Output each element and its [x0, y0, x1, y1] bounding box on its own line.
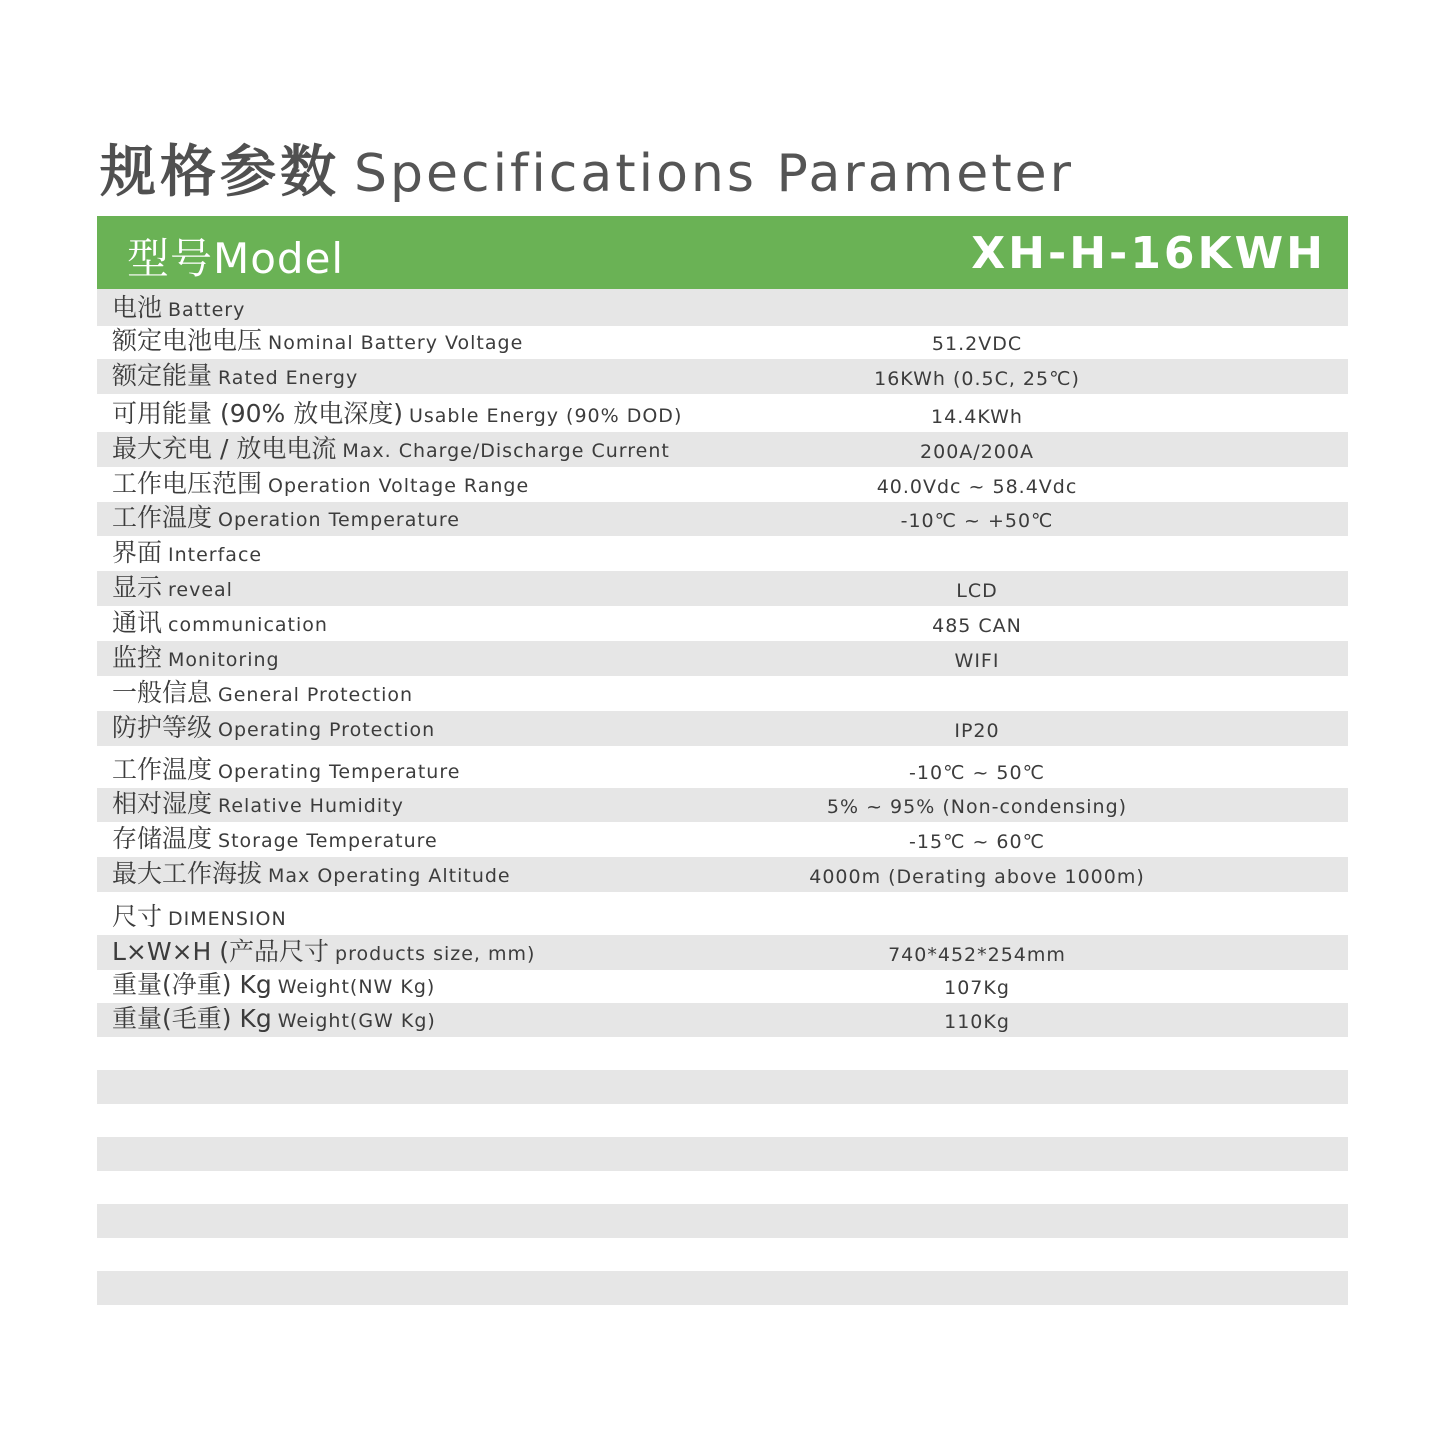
row-value: 5% ~ 95% (Non-condensing) [826, 796, 1128, 818]
page-title [100, 128, 1074, 203]
table-row [97, 822, 1348, 857]
table-row [97, 746, 1348, 788]
row-label: 一般信息 General Protection [112, 678, 414, 707]
row-value: 200A/200A [920, 441, 1034, 463]
row-value: IP20 [954, 720, 1000, 742]
row-value: -15℃ ~ 60℃ [909, 831, 1045, 853]
row-label: 额定电池电压 Nominal Battery Voltage [112, 326, 524, 355]
model-label: 型号Model [127, 234, 345, 283]
table-row [97, 359, 1348, 394]
row-value: 4000m (Derating above 1000m) [809, 866, 1145, 888]
table-row [97, 606, 1348, 641]
table-row [97, 711, 1348, 746]
row-value: 40.0Vdc ~ 58.4Vdc [876, 476, 1078, 498]
table-row-interface-section [97, 536, 1348, 571]
row-label: 界面 Interface [112, 538, 263, 567]
table-row [97, 432, 1348, 467]
table-row [97, 326, 1348, 359]
row-value: 485 CAN [932, 615, 1022, 637]
row-label: 可用能量 (90% 放电深度) Usable Energy (90% DOD) [112, 399, 683, 428]
row-label: 工作温度 Operation Temperature [112, 503, 460, 532]
table-row [97, 571, 1348, 606]
row-label: L×W×H (产品尺寸 products size, mm) [112, 937, 536, 966]
row-label: 重量(净重) Kg Weight(NW Kg) [112, 970, 436, 999]
row-label: 额定能量 Rated Energy [112, 361, 359, 390]
row-label: 最大工作海拔 Max Operating Altitude [112, 859, 511, 888]
table-row-general-section [97, 676, 1348, 711]
empty-row-band [97, 1070, 1348, 1104]
row-label: 相对湿度 Relative Humidity [112, 789, 404, 818]
row-value: WIFI [954, 650, 1000, 672]
row-label: 监控 Monitoring [112, 643, 280, 672]
table-row [97, 641, 1348, 676]
empty-row-band [97, 1271, 1348, 1305]
row-value: -10℃ ~ +50℃ [900, 510, 1054, 532]
table-row [97, 467, 1348, 502]
title-chinese: 规格参数 [100, 140, 340, 205]
model-header-bar [97, 216, 1348, 289]
table-row [97, 788, 1348, 822]
table-row [97, 502, 1348, 536]
row-label: 工作温度 Operating Temperature [112, 755, 461, 784]
row-label: 显示 reveal [112, 573, 233, 602]
table-row [97, 857, 1348, 892]
table-row [97, 394, 1348, 432]
row-value: 14.4KWh [931, 406, 1023, 428]
row-value: 740*452*254mm [888, 944, 1066, 966]
row-label: 尺寸 DIMENSION [112, 902, 287, 931]
model-value: XH-H-16KWH [971, 228, 1326, 279]
row-value: 16KWh (0.5C, 25℃) [874, 368, 1080, 390]
row-label: 防护等级 Operating Protection [112, 713, 436, 742]
row-label: 存储温度 Storage Temperature [112, 824, 438, 853]
row-value: 107Kg [944, 977, 1010, 999]
empty-row-band [97, 1204, 1348, 1238]
row-value: -10℃ ~ 50℃ [909, 762, 1045, 784]
table-row [97, 1003, 1348, 1037]
row-label: 重量(毛重) Kg Weight(GW Kg) [112, 1004, 436, 1033]
row-label: 工作电压范围 Operation Voltage Range [112, 469, 530, 498]
row-label: 电池 Battery [112, 293, 246, 322]
title-english: Specifications Parameter [354, 144, 1075, 204]
row-value: 51.2VDC [931, 333, 1023, 355]
row-value: LCD [956, 580, 998, 602]
row-value: 110Kg [944, 1011, 1010, 1033]
table-row-dimension-section [97, 892, 1348, 935]
empty-row-band [97, 1137, 1348, 1171]
row-label: 通讯 communication [112, 608, 328, 637]
row-label: 最大充电 / 放电电流 Max. Charge/Discharge Current [112, 434, 670, 463]
